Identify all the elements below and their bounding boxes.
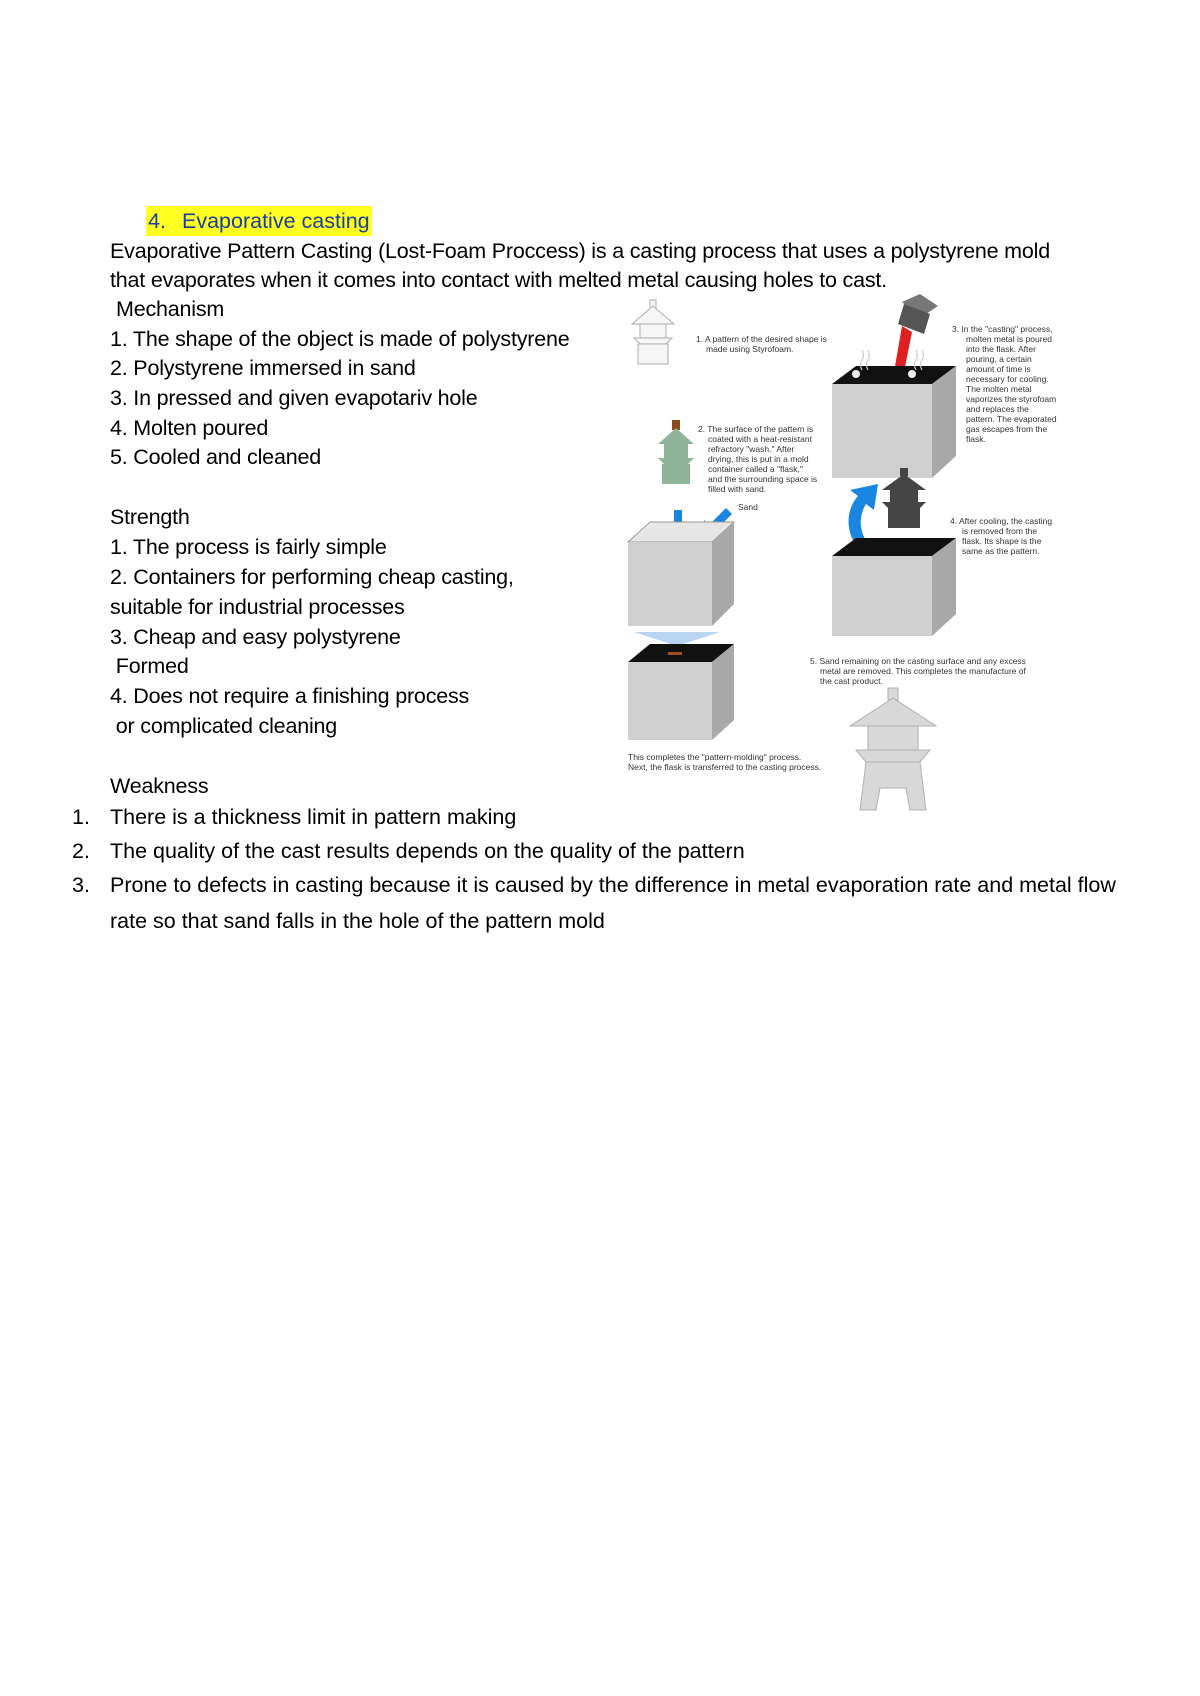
step3-caption-line: molten metal is poured (966, 334, 1052, 344)
styrofoam-pattern-icon (632, 300, 674, 364)
step4-caption-line: is removed from the (962, 526, 1038, 536)
section-heading (146, 206, 372, 236)
bottom-caption-line: Next, the flask is transferred to the casting process. (628, 762, 822, 772)
empty-flask-icon (832, 538, 956, 636)
weakness-number: 1. (72, 805, 90, 829)
step3-caption-line: into the flask. After (966, 344, 1036, 354)
weakness-number: 2. (72, 839, 90, 863)
strength-line: 4. Does not require a finishing process (110, 684, 470, 708)
weakness-item: Prone to defects in casting because it is caused by the difference in metal evaporation rate and metal flow rate so that sand falls in the hole of the pattern mold (110, 873, 1116, 933)
strength-line: 2. Containers for performing cheap casting, (110, 565, 514, 589)
strength-line: 1. The process is fairly simple (110, 535, 387, 559)
step2-caption-line: refractory "wash." After (708, 444, 795, 454)
step3-caption-line: 3. In the "casting" process, (952, 324, 1053, 334)
casting-flask-icon (832, 366, 956, 478)
strength-line: Formed (110, 654, 189, 678)
mechanism-item: 3. In pressed and given evapotariv hole (110, 386, 478, 410)
intro-line-2: that evaporates when it comes into contact with melted metal causing holes to cast. (110, 268, 887, 292)
mechanism-item: 2. Polystyrene immersed in sand (110, 356, 416, 380)
step1-caption-line: made using Styrofoam. (706, 344, 794, 354)
strength-heading: Strength (110, 505, 190, 529)
transition-chevron-icon (634, 632, 720, 646)
finished-lantern-icon (850, 688, 936, 810)
step4-caption-line: same as the pattern. (962, 546, 1040, 556)
mechanism-item: 4. Molten poured (110, 416, 269, 440)
intro-line-1: Evaporative Pattern Casting (Lost-Foam Proccess) is a casting process that uses a polystyrene mold (110, 239, 1050, 263)
section-title: Evaporative casting (182, 209, 370, 233)
step2-caption-line: filled with sand. (708, 484, 767, 494)
sand-label: Sand (738, 502, 758, 512)
step5-caption-line: the cast product. (820, 676, 883, 686)
strength-line: 3. Cheap and easy polystyrene (110, 625, 401, 649)
step5-caption-line: metal are removed. This completes the manufacture of (820, 666, 1026, 676)
strength-line: or complicated cleaning (110, 714, 338, 738)
step2-caption-line: and the surrounding space is (708, 474, 818, 484)
step5-caption-line: 5. Sand remaining on the casting surface and any excess (810, 656, 1026, 666)
bottom-caption-line: This completes the "pattern-molding" process. (628, 752, 802, 762)
step3-caption-line: amount of time is (966, 364, 1031, 374)
lost-foam-process-figure (620, 292, 1090, 822)
step2-caption-line: coated with a heat-resistant (708, 434, 812, 444)
filled-flask-icon (628, 644, 734, 740)
step1-caption-line: 1. A pattern of the desired shape is (696, 334, 827, 344)
step2-caption-line: drying, this is put in a mold (708, 454, 809, 464)
mechanism-item: 5. Cooled and cleaned (110, 445, 321, 469)
weakness-number: 3. (72, 873, 90, 897)
weakness-item: There is a thickness limit in pattern making (110, 805, 517, 829)
step3-caption-line: pouring, a certain (966, 354, 1032, 364)
flask-icon (628, 522, 734, 626)
mechanism-item: 1. The shape of the object is made of polystyrene (110, 327, 570, 351)
step3-caption-line: vaporizes the styrofoam (966, 394, 1057, 404)
step3-caption-line: flask. (966, 434, 986, 444)
weakness-item: The quality of the cast results depends on the quality of the pattern (110, 839, 745, 863)
section-number: 4. (148, 209, 166, 233)
step3-caption-line: The molten metal (966, 384, 1032, 394)
step2-caption-line: container called a "flask," (708, 464, 803, 474)
strength-line: suitable for industrial processes (110, 595, 405, 619)
step3-caption-line: gas escapes from the (966, 424, 1048, 434)
step4-caption-line: 4. After cooling, the casting (950, 516, 1053, 526)
weakness-heading: Weakness (110, 774, 209, 798)
mechanism-heading: Mechanism (116, 297, 225, 321)
step2-caption-line: 2. The surface of the pattern is (698, 424, 814, 434)
coated-pattern-icon (658, 420, 694, 484)
step3-caption-line: pattern. The evaporated (966, 414, 1057, 424)
step3-caption-line: and replaces the (966, 404, 1029, 414)
step4-caption-line: flask. Its shape is the (962, 536, 1042, 546)
step3-caption-line: necessary for cooling. (966, 374, 1049, 384)
